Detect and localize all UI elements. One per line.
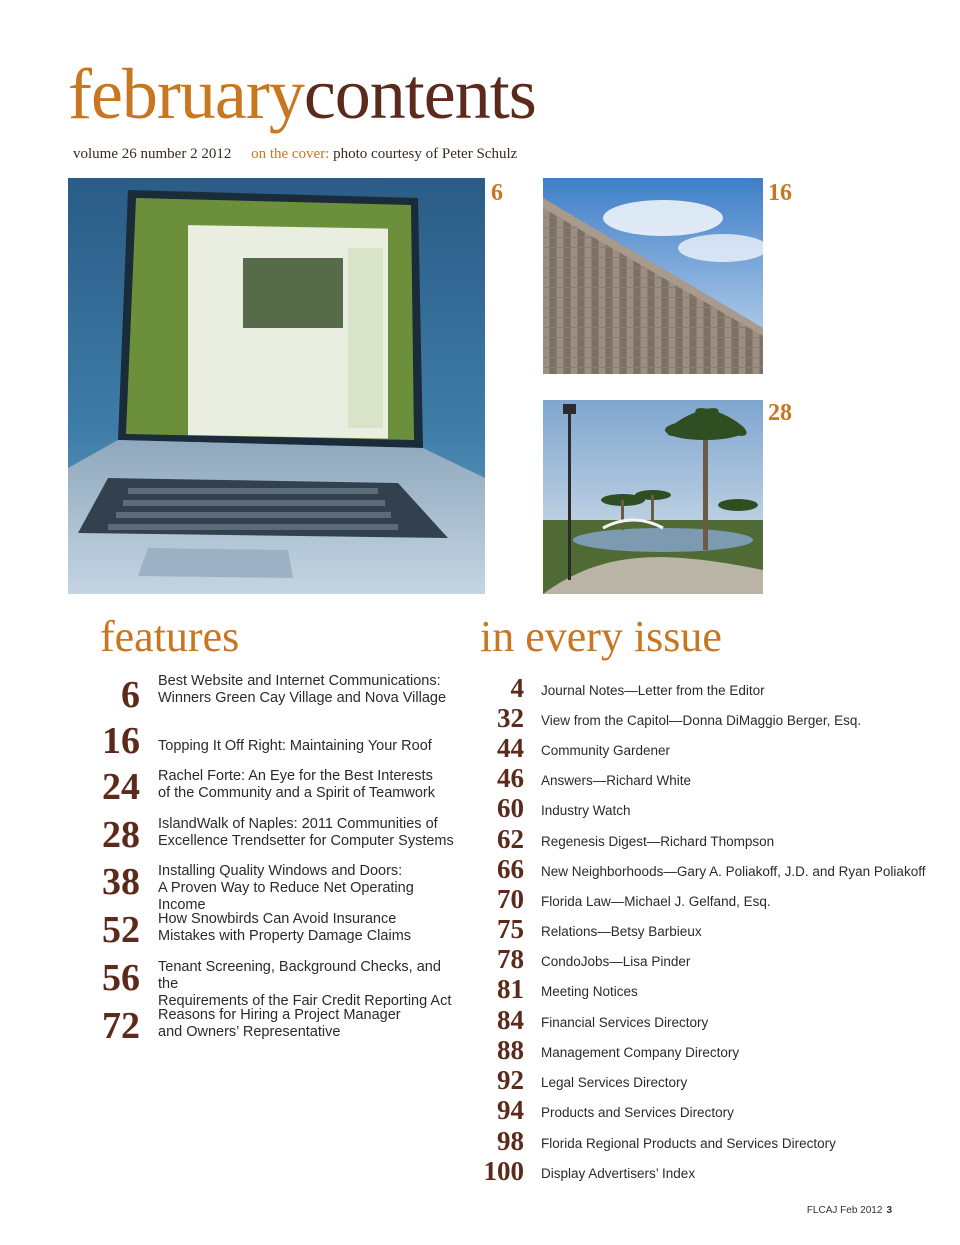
cover-credit: photo courtesy of Peter Schulz: [333, 146, 518, 162]
issue-item: [478, 826, 898, 854]
issue-title: Legal Services Directory: [541, 1075, 688, 1090]
feature-page-number: 16: [102, 720, 140, 762]
feature-item: [98, 957, 458, 1009]
issue-item: [478, 1158, 898, 1186]
feature-page-number: 6: [121, 674, 140, 716]
issue-title: Financial Services Directory: [541, 1015, 709, 1030]
issue-item: [478, 1097, 898, 1125]
issue-page-number: 78: [497, 944, 524, 974]
issue-title: Industry Watch: [541, 803, 631, 818]
issue-page-number: 84: [497, 1005, 524, 1035]
issue-item: [478, 735, 898, 763]
issue-page-number: 98: [497, 1126, 524, 1156]
laptop-photo: [68, 178, 485, 594]
roof-illustration: [543, 178, 763, 374]
issue-page-number: 44: [497, 733, 524, 763]
issue-info-line: [73, 146, 517, 163]
laptop-illustration: [68, 178, 485, 594]
features-heading: features: [100, 612, 240, 661]
feature-page-number: 52: [102, 909, 140, 951]
issue-item: [478, 916, 898, 944]
page-footer: [807, 1205, 892, 1216]
roof-photo: [543, 178, 763, 374]
in-every-issue-heading: in every issue: [480, 612, 722, 661]
issue-page-number: 75: [497, 914, 524, 944]
issue-page-number: 66: [497, 854, 524, 884]
issue-title: Management Company Directory: [541, 1045, 740, 1060]
palm-pond-illustration: [543, 400, 763, 594]
feature-item: [98, 722, 458, 762]
issue-item: [478, 1007, 898, 1035]
feature-title: Tenant Screening, Background Checks, and the Requirements of the Fair Credit Reporting Act: [158, 959, 452, 1009]
issue-title: Regenesis Digest—Richard Thompson: [541, 834, 775, 849]
footer-page-number: 3: [886, 1205, 892, 1216]
feature-page-number: 24: [102, 766, 140, 808]
issue-item: [478, 854, 926, 884]
issue-title: Display Advertisers’ Index: [541, 1166, 696, 1181]
page-title: [68, 54, 536, 134]
feature-item: [98, 911, 458, 951]
issue-title: Products and Services Directory: [541, 1105, 734, 1120]
feature-item: [98, 1007, 458, 1047]
issue-title: Community Gardener: [541, 743, 671, 758]
feature-title: Topping It Off Right: Maintaining Your Roof: [158, 738, 432, 754]
issue-page-number: 94: [497, 1095, 524, 1125]
issue-page-number: 88: [497, 1035, 524, 1065]
feature-title: IslandWalk of Naples: 2011 Communities of Excellence Trendsetter for Computer Systems: [158, 816, 454, 849]
photo-page-6: 6: [491, 180, 503, 206]
issue-page-number: 92: [497, 1065, 524, 1095]
issue-item: [478, 705, 898, 733]
issue-title: Answers—Richard White: [541, 773, 692, 788]
title-contents: contents: [303, 54, 536, 134]
feature-page-number: 56: [102, 957, 140, 999]
issue-title: Florida Regional Products and Services Directory: [541, 1136, 836, 1151]
issue-item: [478, 886, 898, 914]
issue-title: Meeting Notices: [541, 984, 638, 999]
issue-item: [478, 946, 898, 974]
issue-page-number: 60: [497, 793, 524, 823]
feature-title: Reasons for Hiring a Project Manager and Owners’ Representative: [158, 1007, 401, 1040]
issue-page-number: 4: [510, 673, 524, 703]
feature-item: [98, 673, 458, 716]
issue-item: [478, 976, 898, 1004]
feature-title: Rachel Forte: An Eye for the Best Interests of the Community and a Spirit of Teamwork: [158, 768, 435, 801]
feature-item: [98, 816, 458, 856]
issue-item: [478, 1037, 898, 1065]
issue-page-number: 62: [497, 824, 524, 854]
issue-title: CondoJobs—Lisa Pinder: [541, 954, 691, 969]
feature-page-number: 72: [102, 1005, 140, 1047]
issue-item: [478, 765, 898, 793]
feature-title: How Snowbirds Can Avoid Insurance Mistakes with Property Damage Claims: [158, 911, 412, 944]
issue-title: New Neighborhoods—Gary A. Poliakoff, J.D. and Ryan Poliakoff: [541, 864, 926, 879]
feature-page-number: 38: [102, 861, 140, 903]
issue-page-number: 81: [497, 974, 524, 1004]
issue-page-number: 46: [497, 763, 524, 793]
volume-info: volume 26 number 2 2012: [73, 146, 232, 162]
feature-page-number: 28: [102, 814, 140, 856]
issue-item: [478, 1128, 898, 1156]
feature-title: Installing Quality Windows and Doors: A Proven Way to Reduce Net Operating Income: [158, 863, 414, 913]
issue-title: Relations—Betsy Barbieux: [541, 924, 702, 939]
issue-page-number: 70: [497, 884, 524, 914]
issue-item: [478, 795, 898, 823]
footer-publication: FLCAJ Feb 2012: [806, 1205, 883, 1216]
feature-item: [98, 768, 458, 808]
issue-title: Florida Law—Michael J. Gelfand, Esq.: [541, 894, 771, 909]
cover-label: on the cover:: [251, 146, 330, 162]
feature-item: [98, 861, 458, 913]
palm-pond-photo: [543, 400, 763, 594]
photo-page-16: 16: [768, 180, 792, 206]
issue-page-number: 32: [497, 703, 524, 733]
issue-title: Journal Notes—Letter from the Editor: [541, 683, 765, 698]
issue-item: [478, 675, 898, 703]
issue-title: View from the Capitol—Donna DiMaggio Berger, Esq.: [541, 713, 862, 728]
photo-page-28: 28: [768, 400, 792, 426]
title-february: february: [68, 54, 304, 134]
issue-page-number: 100: [483, 1156, 524, 1186]
issue-item: [478, 1067, 898, 1095]
feature-title: Best Website and Internet Communications: Winners Green Cay Village and Nova Village: [158, 673, 447, 706]
